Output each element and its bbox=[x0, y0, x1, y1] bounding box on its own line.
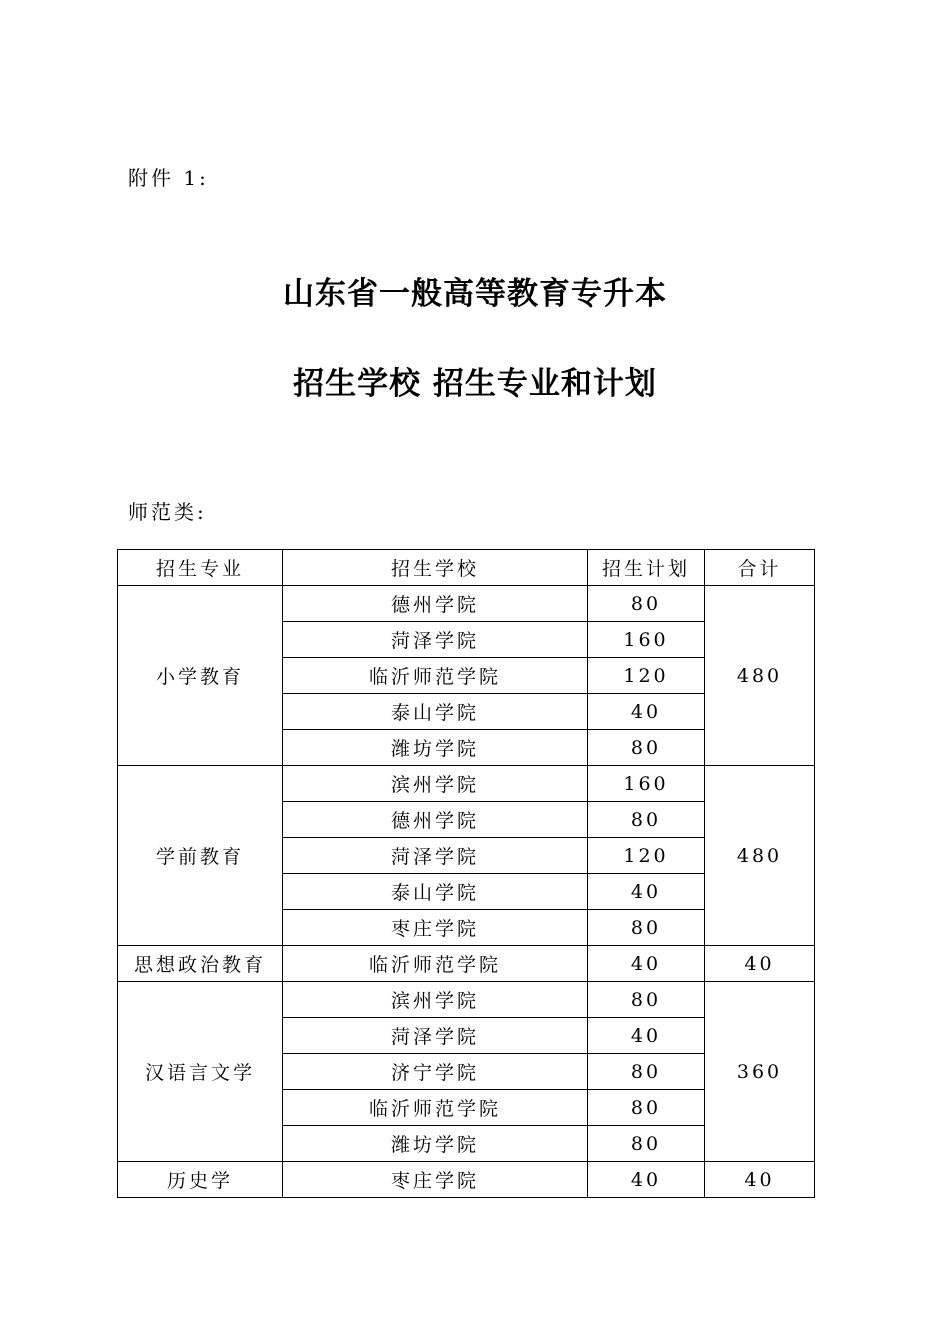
major-cell: 学前教育 bbox=[118, 766, 283, 946]
plan-cell: 120 bbox=[588, 838, 705, 874]
school-cell: 菏泽学院 bbox=[283, 622, 588, 658]
table-row bbox=[118, 586, 815, 622]
total-cell: 40 bbox=[705, 946, 815, 982]
document-title-line-2: 招生学校 招生专业和计划 bbox=[293, 366, 657, 402]
school-cell: 潍坊学院 bbox=[283, 1126, 588, 1162]
category-label: 师范类: bbox=[128, 500, 207, 524]
school-cell: 菏泽学院 bbox=[283, 1018, 588, 1054]
table-row bbox=[118, 946, 815, 982]
school-cell: 枣庄学院 bbox=[283, 1162, 588, 1198]
plan-cell: 120 bbox=[588, 658, 705, 694]
total-cell: 480 bbox=[705, 766, 815, 946]
plan-cell: 40 bbox=[588, 1018, 705, 1054]
school-cell: 济宁学院 bbox=[283, 1054, 588, 1090]
school-cell: 泰山学院 bbox=[283, 874, 588, 910]
total-cell: 40 bbox=[705, 1162, 815, 1198]
table-header-row bbox=[118, 550, 815, 586]
document-title-line-1: 山东省一般高等教育专升本 bbox=[283, 276, 667, 312]
plan-cell: 160 bbox=[588, 622, 705, 658]
school-cell: 滨州学院 bbox=[283, 982, 588, 1018]
plan-cell: 80 bbox=[588, 802, 705, 838]
total-cell: 480 bbox=[705, 586, 815, 766]
school-cell: 潍坊学院 bbox=[283, 730, 588, 766]
header-major: 招生专业 bbox=[118, 550, 283, 586]
plan-cell: 80 bbox=[588, 586, 705, 622]
school-cell: 临沂师范学院 bbox=[283, 946, 588, 982]
major-cell: 思想政治教育 bbox=[118, 946, 283, 982]
plan-cell: 80 bbox=[588, 982, 705, 1018]
header-plan: 招生计划 bbox=[588, 550, 705, 586]
attachment-label: 附件 1: bbox=[128, 166, 209, 190]
plan-cell: 80 bbox=[588, 1054, 705, 1090]
plan-cell: 40 bbox=[588, 694, 705, 730]
school-cell: 临沂师范学院 bbox=[283, 1090, 588, 1126]
plan-cell: 160 bbox=[588, 766, 705, 802]
table-row bbox=[118, 1162, 815, 1198]
plan-cell: 80 bbox=[588, 1090, 705, 1126]
major-cell: 小学教育 bbox=[118, 586, 283, 766]
school-cell: 枣庄学院 bbox=[283, 910, 588, 946]
plan-cell: 40 bbox=[588, 1162, 705, 1198]
plan-cell: 40 bbox=[588, 946, 705, 982]
enrollment-plan-table bbox=[117, 549, 815, 1198]
header-school: 招生学校 bbox=[283, 550, 588, 586]
school-cell: 菏泽学院 bbox=[283, 838, 588, 874]
header-total: 合计 bbox=[705, 550, 815, 586]
school-cell: 临沂师范学院 bbox=[283, 658, 588, 694]
school-cell: 泰山学院 bbox=[283, 694, 588, 730]
plan-cell: 80 bbox=[588, 1126, 705, 1162]
school-cell: 德州学院 bbox=[283, 802, 588, 838]
plan-cell: 40 bbox=[588, 874, 705, 910]
school-cell: 德州学院 bbox=[283, 586, 588, 622]
major-cell: 历史学 bbox=[118, 1162, 283, 1198]
school-cell: 滨州学院 bbox=[283, 766, 588, 802]
total-cell: 360 bbox=[705, 982, 815, 1162]
table-row bbox=[118, 766, 815, 802]
plan-cell: 80 bbox=[588, 910, 705, 946]
table-row bbox=[118, 982, 815, 1018]
major-cell: 汉语言文学 bbox=[118, 982, 283, 1162]
plan-cell: 80 bbox=[588, 730, 705, 766]
